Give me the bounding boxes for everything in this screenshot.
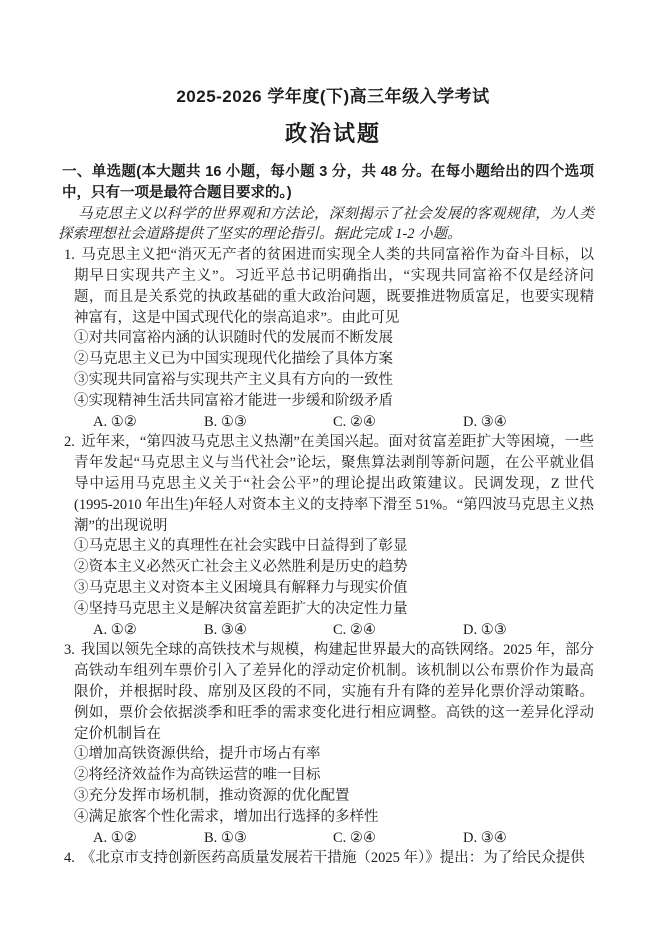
exam-title: 2025-2026 学年度(下)高三年级入学考试 bbox=[176, 87, 490, 106]
question-2-choice-c: C. ②④ bbox=[333, 621, 376, 638]
question-3-choice-a: A. ①② bbox=[93, 829, 137, 846]
question-1-statement-2: ②马克思主义已为中国实现现代化描绘了具体方案 bbox=[74, 351, 393, 368]
question-1 bbox=[64, 245, 594, 432]
question-3 bbox=[64, 640, 594, 848]
question-1-stem-text: 马克思主义把“消灭无产者的贫困进而实现全人类的共同富裕作为奋斗目标，以期早日实现共产主义”。习近平总书记明确指出，“实现共同富裕不仅是经济问题，而且是关系党的执政基础的重大政治问题，既要推进物质富足，也要实现精神富有，这是中国式现代化的崇高追求”。由此可见 bbox=[74, 247, 594, 326]
question-1-choice-b: B. ①③ bbox=[204, 413, 247, 430]
question-3-choices bbox=[74, 828, 594, 849]
question-2-stem-text: 近年来，“第四波马克思主义热潮”在美国兴起。面对贫富差距扩大等困境，一些青年发起“马克思主义与当代社会”论坛，聚焦算法剥削等新问题，在公平就业倡导中运用马克思主义关于“社会公平”的理论提出政策建议。民调发现，Z 世代(1995-2010 年出生)年轻人对资本主义的支持率下滑至 51%。“第四波马克思主义热潮”的出现说明 bbox=[74, 434, 594, 534]
question-1-stem bbox=[64, 245, 594, 328]
subject-title: 政治试题 bbox=[284, 121, 381, 146]
question-3-number: 3. bbox=[64, 642, 75, 659]
question-2-statement-2: ②资本主义必然灭亡社会主义必然胜利是历史的趋势 bbox=[74, 559, 408, 576]
question-3-statement-4: ④满足旅客个性化需求，增加出行选择的多样性 bbox=[74, 808, 379, 825]
question-1-statement-4: ④实现精神生活共同富裕才能进一步缓和阶级矛盾 bbox=[74, 392, 393, 409]
question-4 bbox=[64, 848, 594, 869]
question-1-choice-a: A. ①② bbox=[93, 413, 137, 430]
question-2-choice-b: B. ③④ bbox=[204, 621, 247, 638]
question-4-stem bbox=[64, 848, 594, 869]
question-1-choices bbox=[74, 412, 594, 433]
question-2 bbox=[64, 432, 594, 640]
question-1-statement-1: ①对共同富裕内涵的认识随时代的发展而不断发展 bbox=[74, 330, 393, 347]
question-1-choice-d: D. ③④ bbox=[463, 413, 507, 430]
question-2-choice-a: A. ①② bbox=[93, 621, 137, 638]
question-3-statement-3: ③充分发挥市场机制，推动资源的优化配置 bbox=[74, 787, 350, 804]
question-3-statement-1: ①增加高铁资源供给，提升市场占有率 bbox=[74, 746, 321, 763]
exam-body bbox=[58, 162, 594, 869]
question-4-number: 4. bbox=[64, 850, 75, 867]
material-intro: 马克思主义以科学的世界观和方法论，深刻揭示了社会发展的客观规律，为人类探索理想社会道路提供了坚实的理论指引。据此完成 1-2 小题。 bbox=[58, 205, 594, 243]
question-2-choices bbox=[74, 620, 594, 641]
question-1-choice-c: C. ②④ bbox=[333, 413, 376, 430]
question-3-stem bbox=[64, 640, 594, 744]
question-2-statement-1: ①马克思主义的真理性在社会实践中日益得到了彰显 bbox=[74, 538, 408, 555]
question-4-stem-text: 《北京市支持创新医药高质量发展若干措施（2025 年）》提出：为了给民众提供 bbox=[80, 850, 585, 867]
question-2-number: 2. bbox=[64, 434, 75, 451]
question-2-choice-d: D. ①③ bbox=[463, 621, 507, 638]
question-3-choice-b: B. ①③ bbox=[204, 829, 247, 846]
question-3-statement-2: ②将经济效益作为高铁运营的唯一目标 bbox=[74, 767, 321, 784]
question-1-statement-3: ③实现共同富裕与实现共产主义具有方向的一致性 bbox=[74, 371, 393, 388]
question-1-number: 1. bbox=[64, 247, 75, 264]
question-3-choice-c: C. ②④ bbox=[333, 829, 376, 846]
question-2-stem bbox=[64, 432, 594, 536]
question-2-statement-4: ④坚持马克思主义是解决贫富差距扩大的决定性力量 bbox=[74, 600, 408, 617]
question-3-choice-d: D. ③④ bbox=[463, 829, 507, 846]
question-2-statement-3: ③马克思主义对资本主义困境具有解释力与现实价值 bbox=[74, 579, 408, 596]
section-header: 一、单选题(本大题共 16 小题，每小题 3 分，共 48 分。在每小题给出的四个选项中，只有一项是最符合题目要求的。) bbox=[62, 164, 594, 201]
question-3-stem-text: 我国以领先全球的高铁技术与规模，构建起世界最大的高铁网络。2025 年，部分高铁动车组列车票价引入了差异化的浮动定价机制。该机制以公布票价作为最高限价，并根据时段、席别及区段的不同，实施有升有降的差异化票价浮动策略。例如，票价会依据淡季和旺季的需求变化进行相应调整。高铁的这一差异化浮动定价机制旨在 bbox=[74, 642, 594, 742]
